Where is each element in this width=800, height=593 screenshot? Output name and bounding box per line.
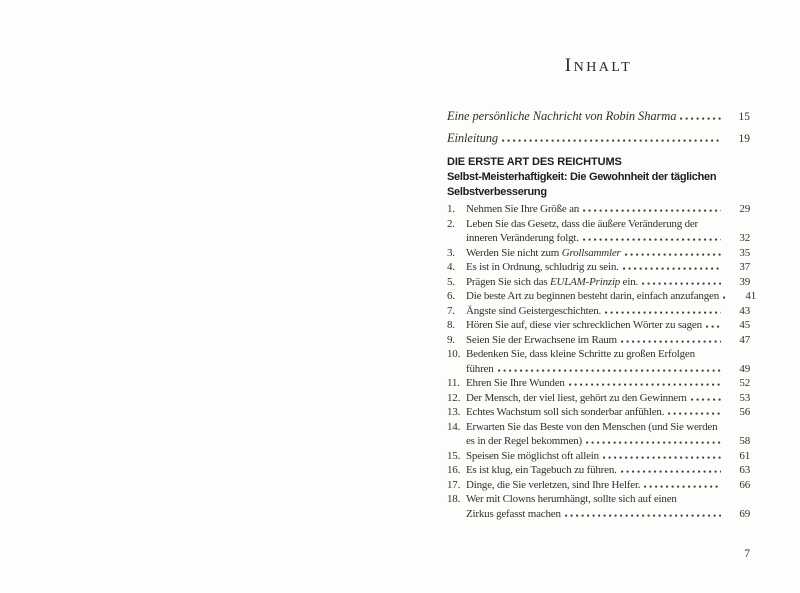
front-matter-label: Einleitung (447, 131, 499, 145)
dot-leader (565, 514, 721, 517)
toc-entry-title (466, 318, 702, 333)
toc-entry-line (447, 405, 750, 420)
toc-entry-title-segment: es in der Regel bekommen) (466, 435, 582, 447)
toc-list (447, 202, 757, 521)
toc-entry-title (466, 478, 640, 493)
dot-leader (502, 139, 721, 142)
toc-entry-title-segment: Prägen Sie sich das (466, 275, 550, 288)
dot-leader (642, 282, 721, 285)
toc-entry-title-segment: Zirkus gefasst machen (466, 507, 561, 520)
toc-entry-title-segment: Leben Sie das Gesetz, dass die äußere Veränderung der (466, 217, 699, 230)
toc-entry-number: 2. (447, 217, 455, 230)
page-ref: 66 (739, 478, 750, 491)
toc-entry-number: 13. (447, 406, 461, 418)
dot-leader (498, 369, 721, 372)
toc-entry-title-segment: Dinge, die Sie verletzen, sind Ihre Helfer. (466, 478, 641, 491)
section-subtitle-line: Selbstverbesserung (447, 186, 547, 198)
toc-entry-title (466, 376, 565, 391)
page-ref: 47 (739, 333, 750, 346)
page-ref: 52 (739, 377, 750, 389)
toc-entry-line (447, 391, 750, 406)
page-ref: 19 (738, 133, 750, 145)
toc-entry-line (447, 333, 750, 348)
dot-leader (586, 441, 721, 444)
page-ref: 35 (739, 246, 750, 259)
toc-entry-line (447, 463, 750, 478)
toc-entry-number: 1. (447, 203, 455, 215)
dot-leader (603, 456, 721, 459)
toc-entry-title-segment: Hören Sie auf, diese vier schrecklichen Wörter zu sagen (466, 319, 702, 331)
toc-entry-number: 6. (447, 290, 455, 302)
toc-entry-line (447, 260, 750, 275)
toc-entry-title-segment: Ehren Sie Ihre Wunden (466, 377, 565, 389)
toc-entry-title-segment: Echtes Wachstum soll sich sonderbar anfühlen. (466, 406, 665, 418)
toc-entry-title-segment: Wer mit Clowns herumhängt, sollte sich auf einen (466, 493, 677, 505)
page-ref: 49 (739, 362, 750, 375)
toc-entry-line (447, 478, 750, 493)
toc-entry-title (466, 217, 698, 232)
section-header (447, 155, 750, 200)
toc-entry-title-segment: Nehmen Sie Ihre Größe an (466, 203, 580, 215)
toc-entry-title (466, 260, 619, 275)
dot-leader (605, 311, 721, 314)
dot-leader (625, 253, 721, 256)
dot-leader (680, 117, 721, 120)
front-matter-list (447, 109, 750, 146)
page-ref: 56 (739, 406, 750, 418)
toc-entry-number: 3. (447, 246, 455, 259)
toc-entry-number: 4. (447, 261, 455, 273)
toc-entry-title-segment: Werden Sie nicht zum (466, 246, 562, 259)
toc-entry-line (447, 420, 750, 435)
dot-leader (583, 238, 721, 241)
dot-leader (644, 485, 721, 488)
toc-entry-number: 18. (447, 493, 461, 505)
toc-entry-title-segment: ein. (620, 275, 639, 288)
toc-entry-line (447, 347, 750, 362)
toc-entry-title (466, 275, 638, 290)
dot-leader (583, 209, 721, 212)
front-matter-label: Eine persönliche Nachricht von Robin Sharma (447, 109, 677, 123)
toc-entry-title-segment: Bedenken Sie, dass kleine Schritte zu großen Erfolgen (466, 348, 695, 360)
page-ref: 69 (739, 507, 750, 520)
toc-entry-title-segment: Speisen Sie möglichst oft allein (466, 449, 599, 462)
toc-entry-title (466, 289, 719, 304)
toc-entry-title-segment: Es ist in Ordnung, schludrig zu sein. (466, 261, 619, 273)
dot-leader (621, 470, 721, 473)
toc-entry-number: 5. (447, 275, 455, 288)
front-matter-entry (447, 131, 750, 146)
page-ref: 61 (739, 449, 750, 462)
page-ref: 43 (739, 304, 750, 317)
toc-entry-number: 17. (447, 478, 461, 491)
folio-page-number: 7 (744, 548, 750, 560)
toc-entry-number: 7. (447, 304, 455, 317)
section-kicker: DIE ERSTE ART DES REICHTUMS (447, 156, 622, 168)
toc-entry-title (466, 492, 677, 507)
front-matter-entry (447, 109, 750, 124)
toc-entry-number: 10. (447, 348, 461, 360)
toc-entry-title (466, 391, 687, 406)
page-ref: 45 (739, 319, 750, 331)
toc-entry-number: 12. (447, 391, 461, 404)
toc-entry-number: 8. (447, 319, 455, 331)
page-ref: 53 (739, 391, 750, 404)
toc-entry-title (466, 434, 582, 449)
toc-entry-number: 9. (447, 333, 455, 346)
toc-entry-title-segment: Seien Sie der Erwachsene im Raum (466, 333, 617, 346)
toc-entry-continuation-line (447, 231, 750, 246)
page-ref: 15 (738, 111, 750, 123)
toc-entry-title (466, 420, 717, 435)
toc-entry-title (466, 405, 664, 420)
page-ref: 58 (739, 435, 750, 447)
dot-leader (668, 412, 721, 415)
toc-entry-line (447, 246, 750, 261)
toc-entry-title-italic-segment: EULAM-Prinzip (549, 275, 621, 288)
dot-leader (621, 340, 721, 343)
toc-entry-title-segment: Erwarten Sie das Beste von den Menschen (und Sie werden (466, 420, 718, 433)
page-ref: 41 (745, 290, 757, 302)
section-subtitle-line: Selbst-Meisterhaftigkeit: Die Gewohnheit der täglichen (447, 171, 717, 183)
toc-entry-line (447, 492, 750, 507)
page-ref: 39 (739, 275, 750, 288)
toc-entry-line (447, 217, 750, 232)
toc-entry-title-segment: Der Mensch, der viel liest, gehört zu den Gewinnern (466, 391, 687, 404)
toc-entry-title (466, 231, 579, 246)
toc-entry-title-segment: Die beste Art zu beginnen besteht darin, einfach anzufangen (466, 290, 720, 302)
toc-entry-title-segment: inneren Veränderung folgt. (466, 232, 579, 244)
toc-entry-line (447, 289, 757, 304)
toc-entry-title-segment: Ängste sind Geistergeschichten. (466, 304, 602, 317)
toc-entry-title (466, 202, 579, 217)
toc-entry-line (447, 318, 750, 333)
page-ref: 29 (739, 203, 750, 215)
dot-leader (569, 383, 721, 386)
toc-entry-line (447, 304, 750, 319)
toc-entry-line (447, 275, 750, 290)
toc-entry-number: 11. (447, 377, 460, 389)
toc-entry-continuation-line (447, 362, 750, 377)
toc-entry-title (466, 246, 621, 261)
toc-entry-title (466, 362, 494, 377)
page-ref: 63 (739, 464, 750, 476)
page-ref: 37 (739, 261, 750, 273)
toc-entry-continuation-line (447, 434, 750, 449)
toc-entry-line (447, 376, 750, 391)
toc-entry-title-segment: führen (466, 362, 494, 375)
toc-entry-line (447, 449, 750, 464)
toc-entry-title-italic-segment: Grollsammler (561, 246, 621, 259)
toc-entry-title (466, 333, 617, 348)
dot-leader (691, 398, 721, 401)
toc-entry-title (466, 463, 617, 478)
toc-entry-number: 16. (447, 464, 461, 476)
toc-entry-number: 14. (447, 420, 461, 433)
toc-entry-title (466, 507, 561, 522)
toc-entry-title (466, 347, 695, 362)
dot-leader (623, 267, 721, 270)
page-ref: 32 (739, 232, 750, 244)
toc-entry-number: 15. (447, 449, 461, 462)
page-title: INHALT (564, 55, 633, 76)
toc-entry-title-segment: Es ist klug, ein Tagebuch zu führen. (466, 464, 617, 476)
toc-entry-line (447, 202, 750, 217)
toc-entry-continuation-line (447, 507, 750, 522)
toc-entry-title (466, 449, 599, 464)
dot-leader (723, 296, 727, 299)
dot-leader (706, 325, 721, 328)
toc-entry-title (466, 304, 601, 319)
